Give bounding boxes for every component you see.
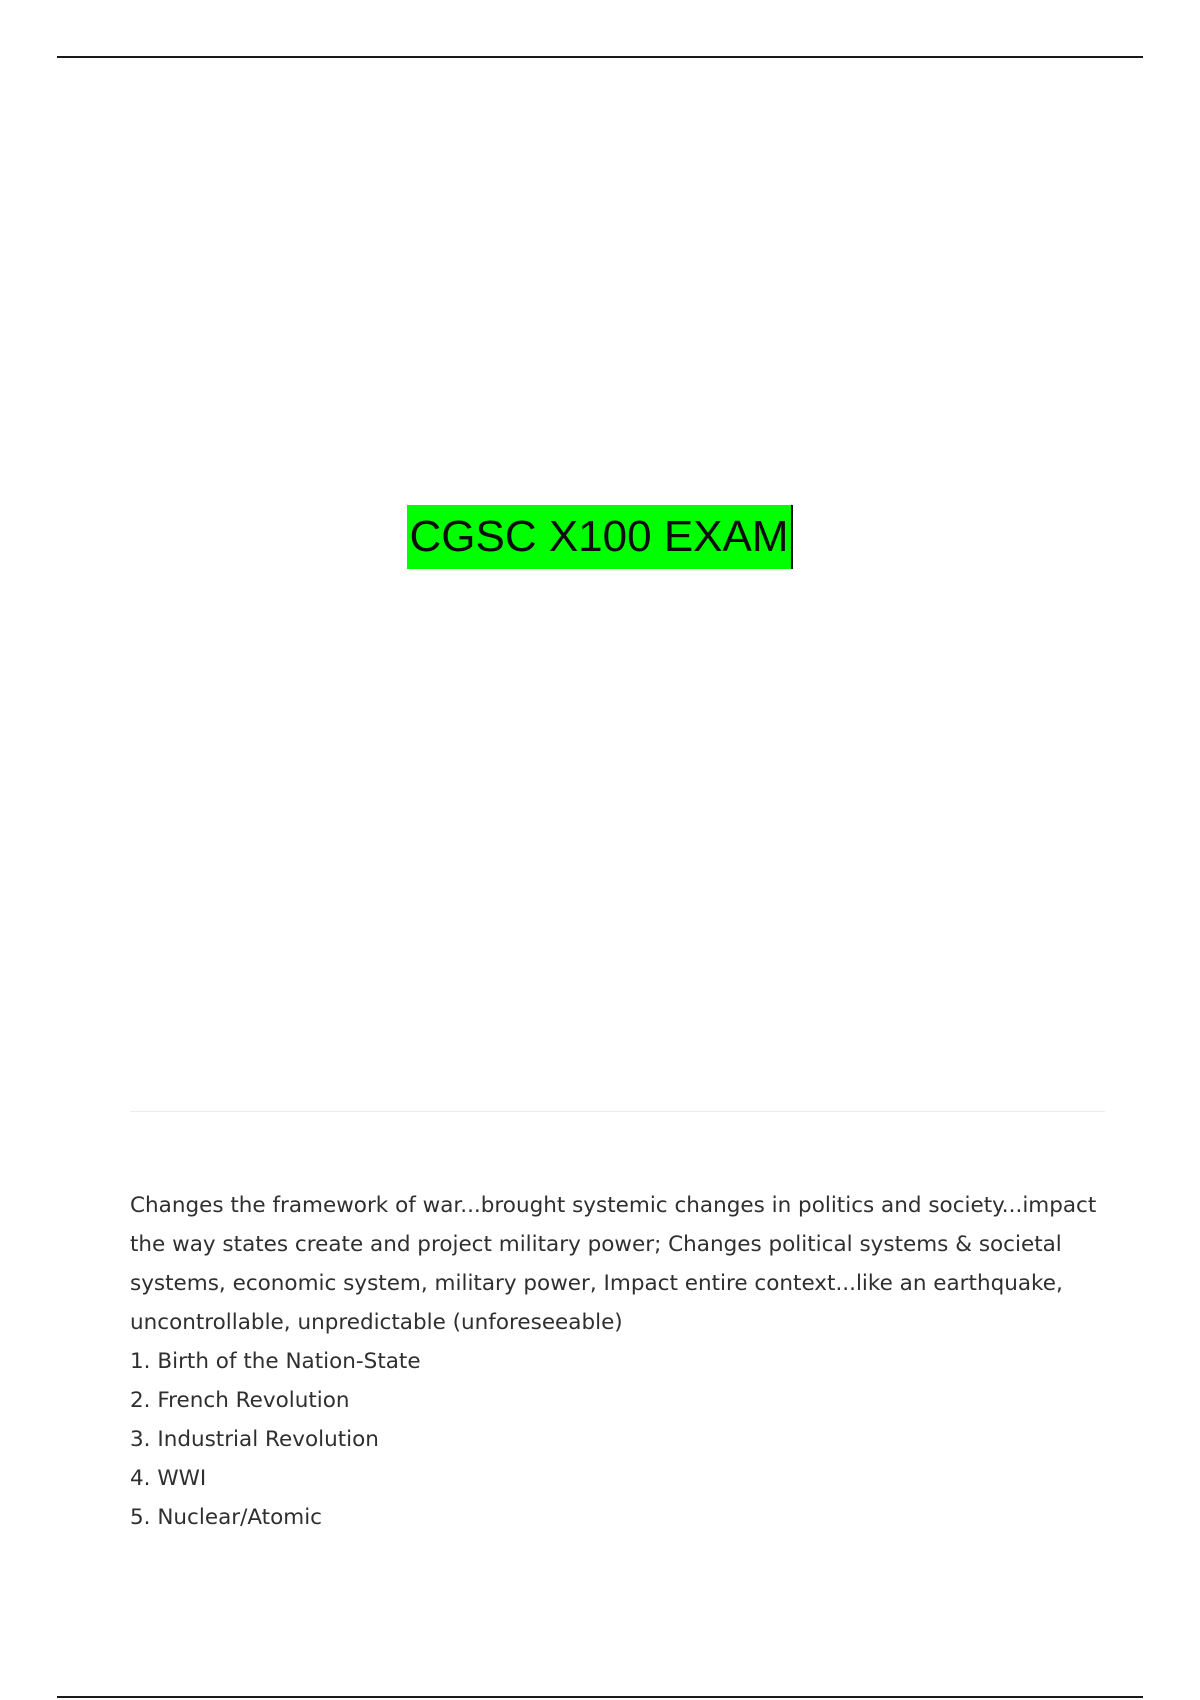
answer-paragraph: Changes the framework of war...brought systemic changes in politics and society...impact the way states create and project military power; Changes political systems & societal systems, economic system, military power, Impact entire context...like an earthquake, uncontrollable, unpredictable (unforeseeable) xyxy=(130,1193,1097,1335)
answer-list xyxy=(130,1342,1105,1537)
list-item: 4. WWI xyxy=(130,1466,207,1491)
bottom-page-rule xyxy=(57,1696,1143,1698)
top-page-rule xyxy=(57,56,1143,58)
answer-content xyxy=(130,1186,1105,1537)
section-divider xyxy=(130,1111,1105,1112)
list-item: 2. French Revolution xyxy=(130,1388,350,1413)
document-title: CGSC X100 EXAM xyxy=(407,505,792,569)
list-item: 3. Industrial Revolution xyxy=(130,1427,379,1452)
list-item: 5. Nuclear/Atomic xyxy=(130,1505,322,1530)
list-item: 1. Birth of the Nation-State xyxy=(130,1349,421,1374)
title-container xyxy=(0,505,1200,569)
